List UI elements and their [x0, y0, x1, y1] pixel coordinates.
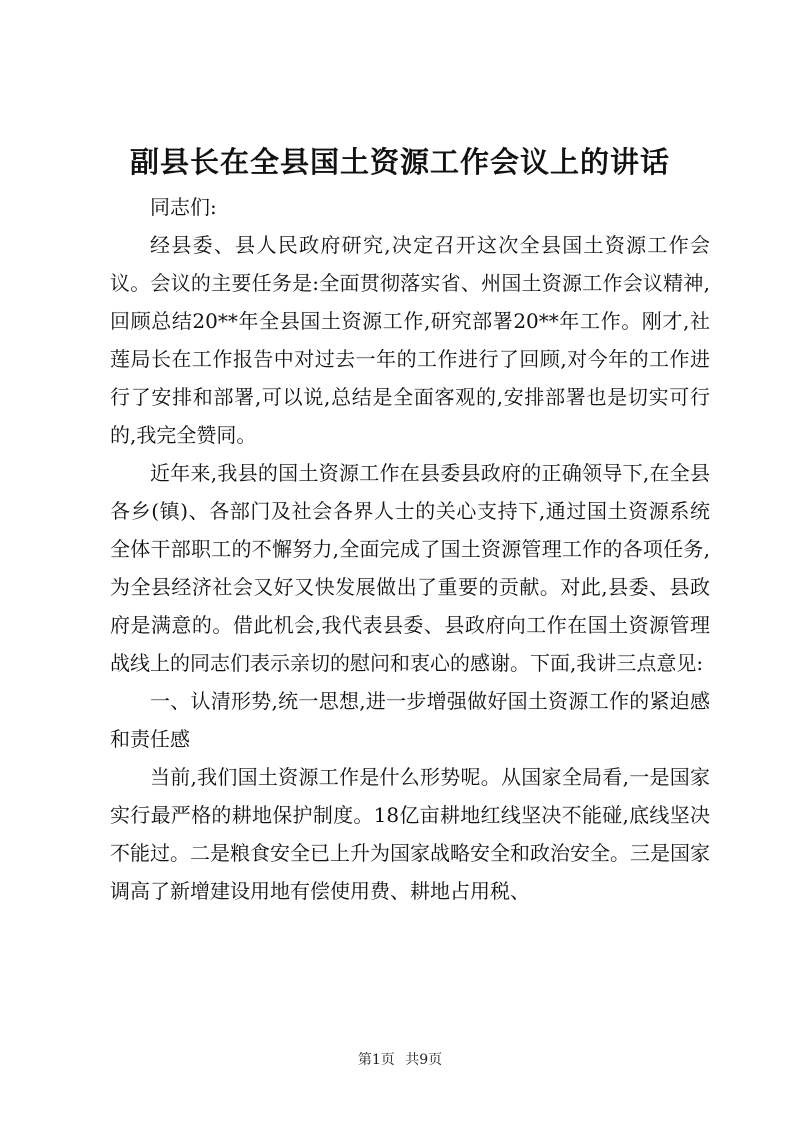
page-total: 共9页	[405, 1052, 443, 1068]
page-footer	[0, 1049, 800, 1069]
section-heading: 一、认清形势,统一思想,进一步增强做好国土资源工作的紧迫感和责任感	[110, 689, 710, 751]
salutation-paragraph: 同志们:	[150, 195, 217, 219]
document-body	[110, 188, 710, 910]
body-paragraph: 经县委、县人民政府研究,决定召开这次全县国土资源工作会议。会议的主要任务是:全面贯彻落实省、州国土资源工作会议精神,回顾总结20**年全县国土资源工作,研究部署20**年工作。刚才,社莲局长在工作报告中对过去一年的工作进行了回顾,对今年的工作进行了安排和部署,可以说,总结是全面客观的,安排部署也是切实可行的,我完全赞同。	[110, 233, 710, 447]
document-title: 副县长在全县国土资源工作会议上的讲话	[129, 145, 670, 179]
page-number: 第1页	[357, 1052, 395, 1068]
body-paragraph: 当前,我们国土资源工作是什么形势呢。从国家全局看,一是国家实行最严格的耕地保护制度。18亿亩耕地红线坚决不能碰,底线坚决不能过。二是粮食安全已上升为国家战略安全和政治安全。三是国家调高了新增建设用地有偿使用费、耕地占用税、	[110, 765, 710, 903]
body-paragraph: 近年来,我县的国土资源工作在县委县政府的正确领导下,在全县各乡(镇)、各部门及社会各界人士的关心支持下,通过国土资源系统全体干部职工的不懈努力,全面完成了国土资源管理工作的各项任务,为全县经济社会又好又快发展做出了重要的贡献。对此,县委、县政府是满意的。借此机会,我代表县委、县政府向工作在国土资源管理战线上的同志们表示亲切的慰问和衷心的感谢。下面,我讲三点意见:	[110, 461, 710, 675]
